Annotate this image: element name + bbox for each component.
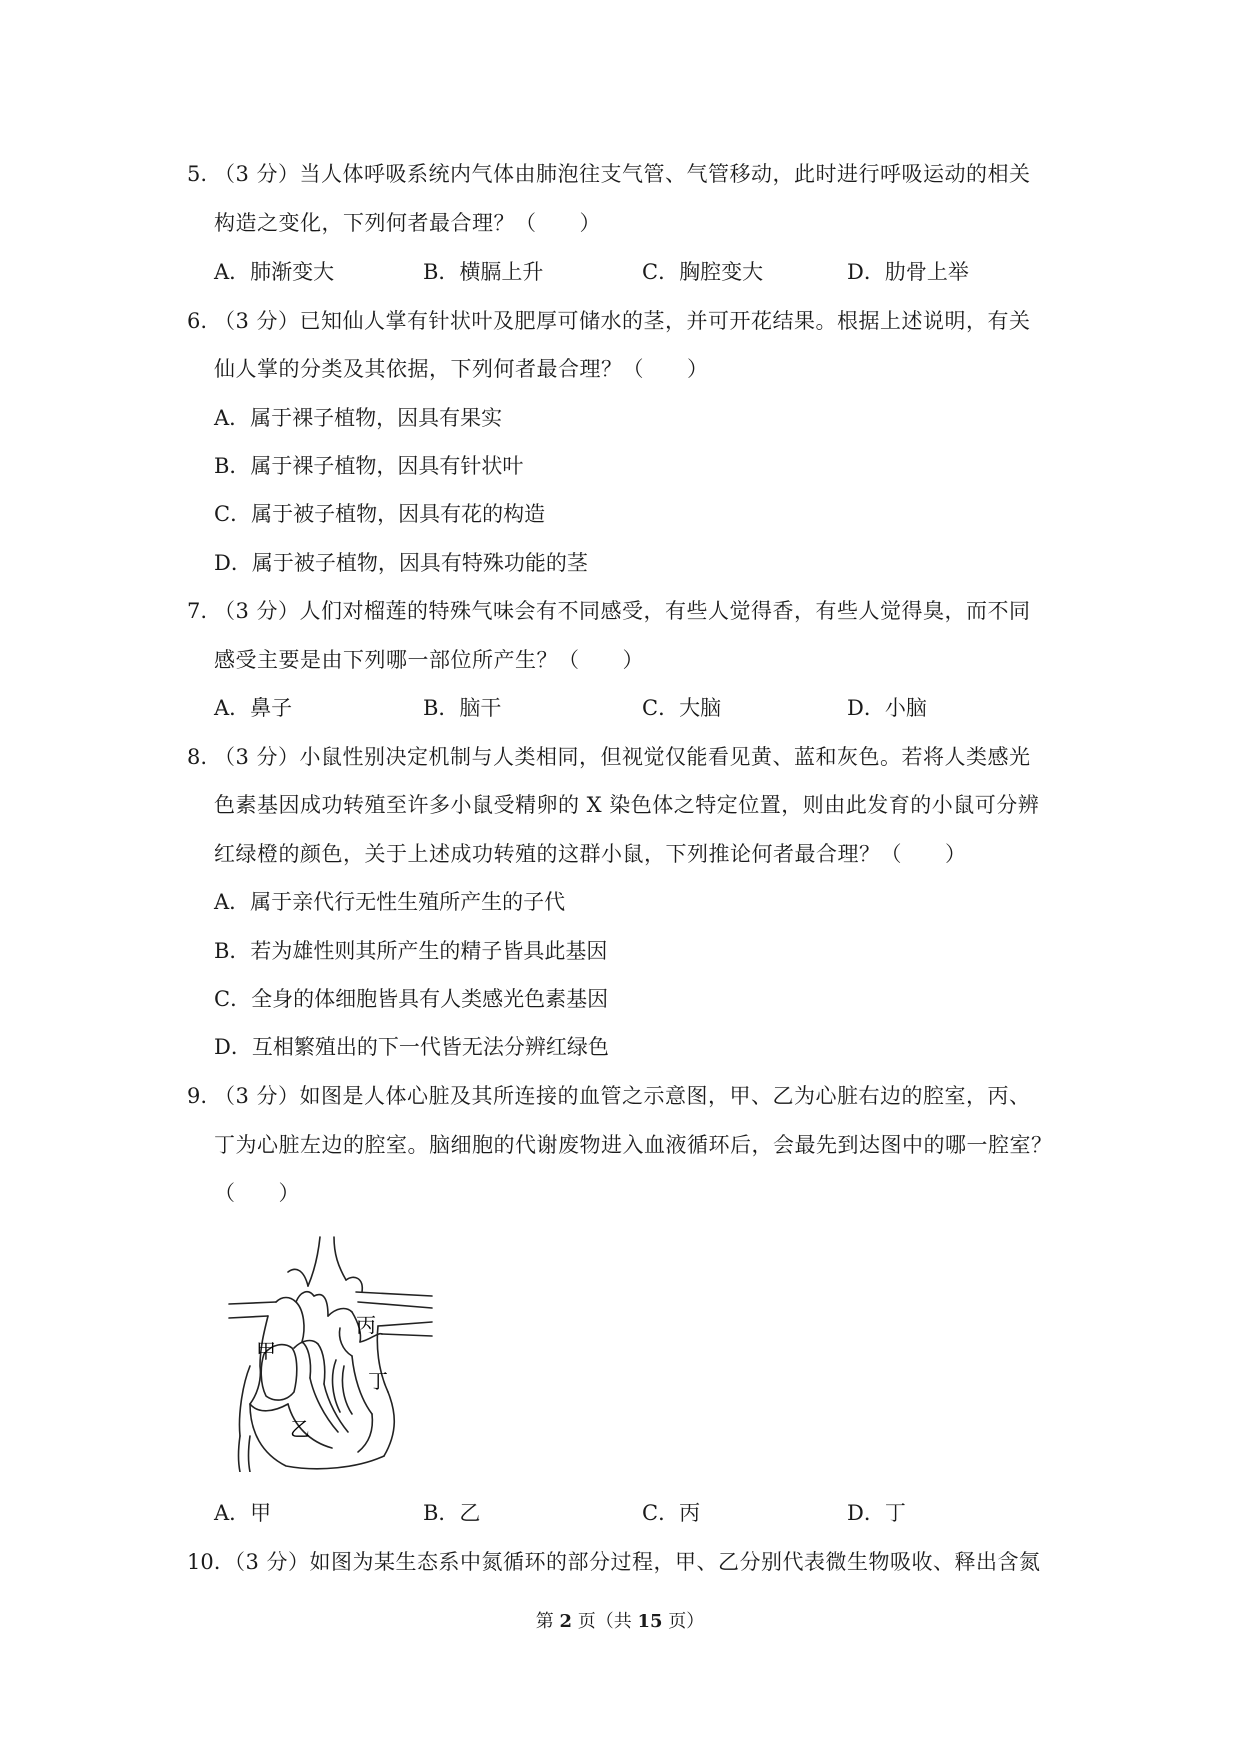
question-text-line: 丁为心脏左边的腔室。脑细胞的代谢废物进入血液循环后，会最先到达图中的哪一腔室？	[214, 1133, 1053, 1157]
footer-prefix: 第	[535, 1611, 560, 1632]
question-text-line: 构造之变化，下列何者最合理？（ ）	[214, 211, 601, 235]
footer-suffix: 页）	[662, 1611, 705, 1632]
question-number: 6.	[187, 309, 208, 333]
option-d: D．互相繁殖出的下一代皆无法分辨红绿色	[214, 1035, 609, 1059]
option-a: A．甲	[214, 1501, 272, 1525]
option-c: C．丙	[642, 1501, 701, 1525]
question-text-line: （3 分）如图为某生态系中氮循环的部分过程，甲、乙分别代表微生物吸收、释出含氮	[224, 1550, 1041, 1574]
option-c: C．全身的体细胞皆具有人类感光色素基因	[214, 987, 609, 1011]
option-c: C．大脑	[642, 696, 722, 720]
question-number: 9.	[187, 1084, 208, 1108]
page-footer	[0, 1610, 1240, 1634]
option-a: A．属于亲代行无性生殖所产生的子代	[214, 890, 566, 914]
footer-total-pages: 15	[637, 1611, 663, 1632]
question-number: 5.	[187, 162, 208, 186]
option-b: B．属于裸子植物，因具有针状叶	[214, 454, 524, 478]
question-text-line: （ ）	[214, 1181, 300, 1205]
option-d: D．丁	[847, 1501, 906, 1525]
option-c: C．胸腔变大	[642, 260, 764, 284]
option-a: A．属于裸子植物，因具有果实	[214, 406, 503, 430]
option-b: B．脑干	[423, 696, 502, 720]
option-d: D．小脑	[847, 696, 927, 720]
option-d: D．属于被子植物，因具有特殊功能的茎	[214, 551, 588, 575]
figure-label-ding: 丁	[368, 1369, 388, 1393]
question-text-line: （3 分）当人体呼吸系统内气体由肺泡往支气管、气管移动，此时进行呼吸运动的相关	[214, 162, 1031, 186]
question-number: 7.	[187, 599, 208, 623]
question-number: 10.	[187, 1550, 221, 1574]
question-text-line: （3 分）如图是人体心脏及其所连接的血管之示意图，甲、乙为心脏右边的腔室，丙、	[214, 1084, 1031, 1108]
question-text-line: 感受主要是由下列哪一部位所产生？（ ）	[214, 648, 644, 672]
question-number: 8.	[187, 745, 208, 769]
option-a: A．鼻子	[214, 696, 293, 720]
option-b: B．若为雄性则其所产生的精子皆具此基因	[214, 939, 608, 963]
footer-middle: 页（共	[572, 1611, 638, 1632]
figure-label-bing: 丙	[356, 1313, 376, 1337]
figure-label-jia: 甲	[256, 1339, 276, 1363]
option-a: A．肺渐变大	[214, 260, 335, 284]
question-text-line: （3 分）人们对榴莲的特殊气味会有不同感受，有些人觉得香，有些人觉得臭，而不同	[214, 599, 1031, 623]
heart-diagram	[228, 1236, 434, 1472]
option-d: D．肋骨上举	[847, 260, 969, 284]
option-c: C．属于被子植物，因具有花的构造	[214, 502, 546, 526]
figure-label-yi: 乙	[290, 1417, 310, 1441]
footer-page-number: 2	[559, 1611, 572, 1632]
question-text-line: （3 分）已知仙人掌有针状叶及肥厚可储水的茎，并可开花结果。根据上述说明，有关	[214, 309, 1031, 333]
question-text-line: 红绿橙的颜色，关于上述成功转殖的这群小鼠，下列推论何者最合理？（ ）	[214, 842, 967, 866]
option-b: B．乙	[423, 1501, 481, 1525]
question-text-line: （3 分）小鼠性别决定机制与人类相同，但视觉仅能看见黄、蓝和灰色。若将人类感光	[214, 745, 1031, 769]
question-text-line: 仙人掌的分类及其依据，下列何者最合理？（ ）	[214, 357, 709, 381]
option-b: B．横膈上升	[423, 260, 544, 284]
question-text-line: 色素基因成功转殖至许多小鼠受精卵的 X 染色体之特定位置，则由此发育的小鼠可分辨	[214, 793, 1040, 817]
